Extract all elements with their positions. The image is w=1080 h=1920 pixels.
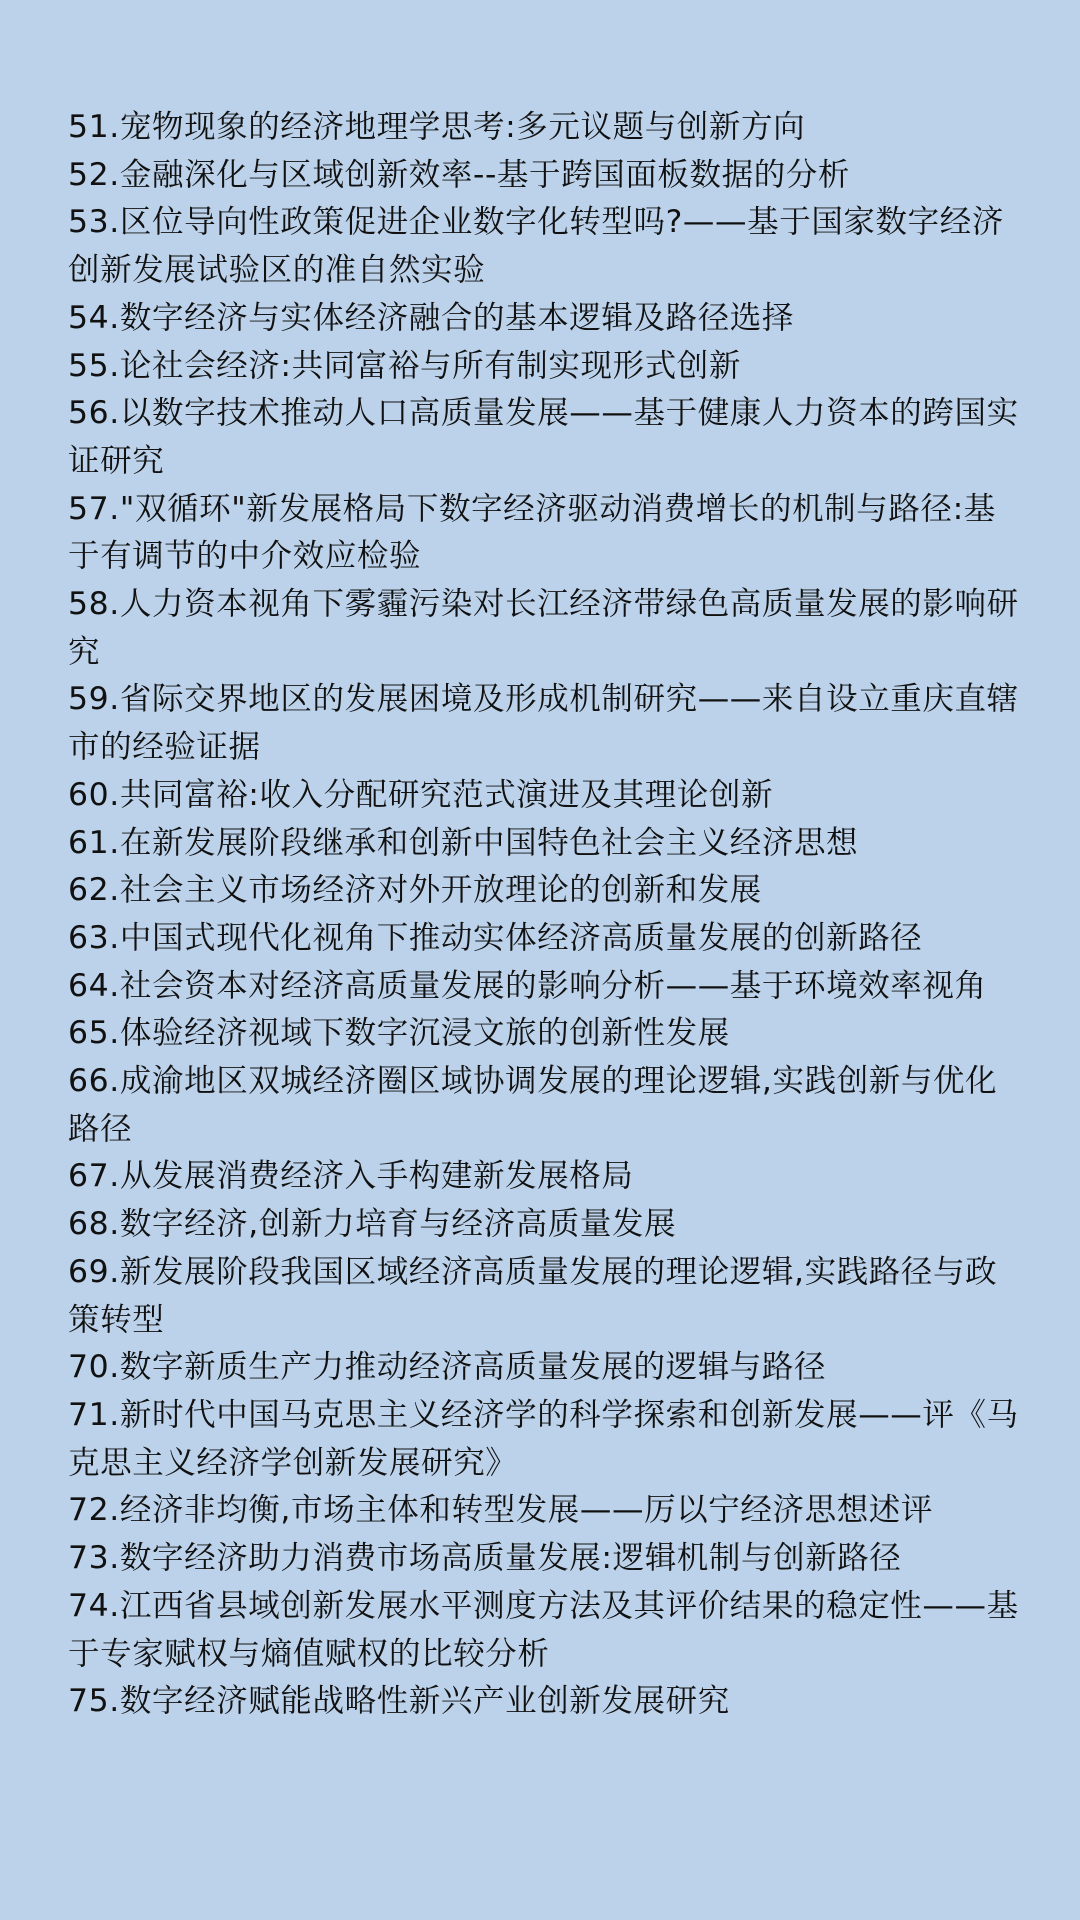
list-item: 59.省际交界地区的发展困境及形成机制研究——来自设立重庆直辖市的经验证据	[68, 681, 1019, 766]
list-item: 66.成渝地区双城经济圈区域协调发展的理论逻辑,实践创新与优化路径	[68, 1063, 998, 1147]
list-item: 55.论社会经济:共同富裕与所有制实现形式创新	[68, 347, 742, 384]
list-item: 62.社会主义市场经济对外开放理论的创新和发展	[68, 872, 762, 909]
topic-list	[68, 104, 1024, 1726]
list-item: 73.数字经济助力消费市场高质量发展:逻辑机制与创新路径	[68, 1540, 902, 1577]
list-item: 52.金融深化与区域创新效率--基于跨国面板数据的分析	[68, 156, 851, 193]
list-item: 63.中国式现代化视角下推动实体经济高质量发展的创新路径	[68, 919, 923, 956]
list-item: 72.经济非均衡,市场主体和转型发展——厉以宁经济思想述评	[68, 1492, 934, 1529]
list-item: 67.从发展消费经济入手构建新发展格局	[68, 1158, 634, 1195]
list-item: 75.数字经济赋能战略性新兴产业创新发展研究	[68, 1683, 730, 1720]
list-item: 56.以数字技术推动人口高质量发展——基于健康人力资本的跨国实证研究	[68, 395, 1019, 479]
list-item: 71.新时代中国马克思主义经济学的科学探索和创新发展——评《马克思主义经济学创新发展研究》	[68, 1396, 1019, 1481]
list-item: 60.共同富裕:收入分配研究范式演进及其理论创新	[68, 776, 774, 813]
list-item: 65.体验经济视域下数字沉浸文旅的创新性发展	[68, 1015, 730, 1052]
list-item: 61.在新发展阶段继承和创新中国特色社会主义经济思想	[68, 824, 859, 861]
list-item: 58.人力资本视角下雾霾污染对长江经济带绿色高质量发展的影响研究	[68, 586, 1019, 670]
list-item: 69.新发展阶段我国区域经济高质量发展的理论逻辑,实践路径与政策转型	[68, 1253, 998, 1338]
list-item: 51.宠物现象的经济地理学思考:多元议题与创新方向	[68, 109, 806, 145]
list-item: 70.数字新质生产力推动经济高质量发展的逻辑与路径	[68, 1349, 827, 1386]
list-item: 64.社会资本对经济高质量发展的影响分析——基于环境效率视角	[68, 967, 987, 1004]
list-item: 68.数字经济,创新力培育与经济高质量发展	[68, 1206, 677, 1243]
list-item: 53.区位导向性政策促进企业数字化转型吗?——基于国家数字经济创新发展试验区的准自然实验	[68, 204, 1004, 289]
list-item: 57."双循环"新发展格局下数字经济驱动消费增长的机制与路径:基于有调节的中介效应检验	[68, 490, 996, 575]
list-item: 74.江西省县域创新发展水平测度方法及其评价结果的稳定性——基于专家赋权与熵值赋权的比较分析	[68, 1587, 1019, 1672]
list-item: 54.数字经济与实体经济融合的基本逻辑及路径选择	[68, 299, 794, 336]
